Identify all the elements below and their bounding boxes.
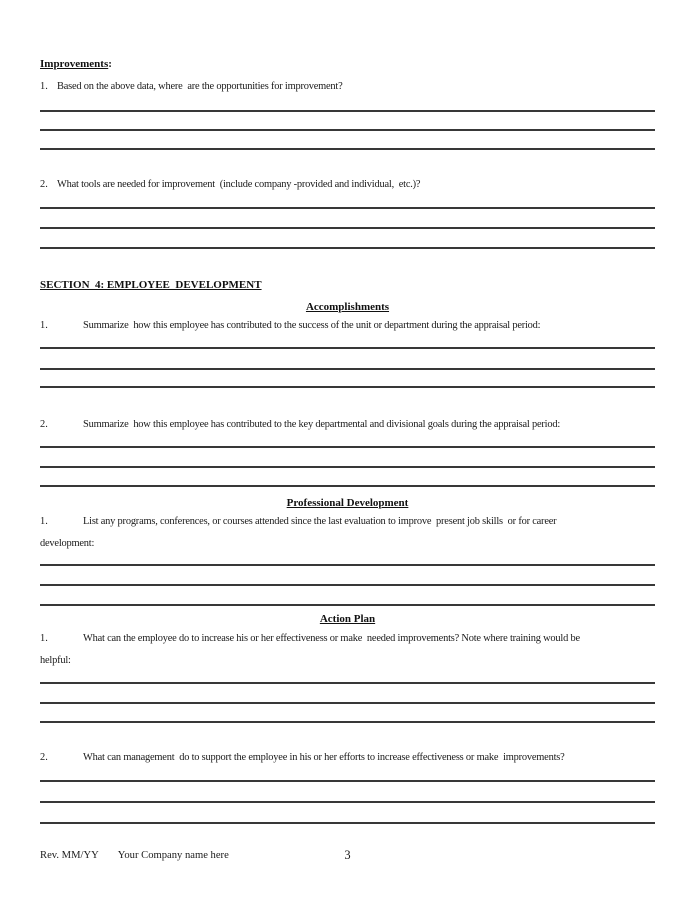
answer-line (40, 721, 655, 723)
answer-line (40, 386, 655, 388)
answer-line (40, 247, 655, 249)
question-number: 1. (40, 320, 48, 331)
accomplishments-heading-text: Accomplishments (305, 301, 390, 313)
answer-line (40, 801, 655, 803)
question-text-continued: development: (40, 538, 95, 549)
accomplishments-question-2 (40, 414, 655, 436)
professional-development-heading-text: Professional Development (286, 497, 409, 509)
footer-company: Your Company name here (117, 850, 229, 861)
answer-line (40, 227, 655, 229)
footer-revision: Rev. MM/YY (40, 850, 99, 861)
question-number: 2. (40, 752, 48, 763)
action-plan-question-2 (40, 747, 655, 769)
answer-line (40, 110, 655, 112)
question-number: 1. (40, 633, 48, 644)
answer-line (40, 485, 655, 487)
improvements-question-1 (40, 76, 655, 98)
question-number: 2. (40, 179, 48, 190)
question-number: 1. (40, 81, 48, 92)
question-text: Based on the above data, where are the opportunities for improvement? (57, 81, 343, 92)
question-number: 2. (40, 419, 48, 430)
improvements-title-text: Improvements (40, 58, 109, 70)
answer-line (40, 584, 655, 586)
answer-line (40, 682, 655, 684)
action-plan-question-1 (40, 628, 655, 672)
question-text: List any programs, conferences, or courses attended since the last evaluation to improve present job skills or for career (83, 516, 557, 527)
action-plan-heading (40, 608, 655, 630)
answer-line (40, 466, 655, 468)
answer-line (40, 446, 655, 448)
professional-development-question-1 (40, 511, 655, 555)
answer-line (40, 148, 655, 150)
answer-line (40, 564, 655, 566)
answer-line (40, 129, 655, 131)
answer-line (40, 780, 655, 782)
question-text: What can management do to support the employee in his or her efforts to increase effectiveness or make improvements? (83, 752, 565, 763)
answer-line (40, 822, 655, 824)
accomplishments-question-1 (40, 315, 655, 337)
answer-line (40, 347, 655, 349)
question-text: What tools are needed for improvement (include company -provided and individual, etc.)? (57, 179, 421, 190)
question-text: Summarize how this employee has contributed to the key departmental and divisional goals during the appraisal period: (83, 419, 561, 430)
page-number: 3 (344, 848, 351, 862)
answer-line (40, 702, 655, 704)
question-text-continued: helpful: (40, 655, 71, 666)
improvements-title-colon: : (108, 58, 112, 70)
section4-title (40, 274, 655, 296)
action-plan-heading-text: Action Plan (319, 613, 376, 625)
answer-line (40, 368, 655, 370)
question-text: Summarize how this employee has contributed to the success of the unit or department during the appraisal period: (83, 320, 541, 331)
question-text: What can the employee do to increase his or her effectiveness or make needed improvements? Note where training would be (83, 633, 580, 644)
section4-title-text: SECTION 4: EMPLOYEE DEVELOPMENT (40, 279, 262, 291)
improvements-title (40, 53, 655, 75)
question-number: 1. (40, 516, 48, 527)
answer-line (40, 207, 655, 209)
answer-line (40, 604, 655, 606)
improvements-question-2 (40, 174, 655, 196)
